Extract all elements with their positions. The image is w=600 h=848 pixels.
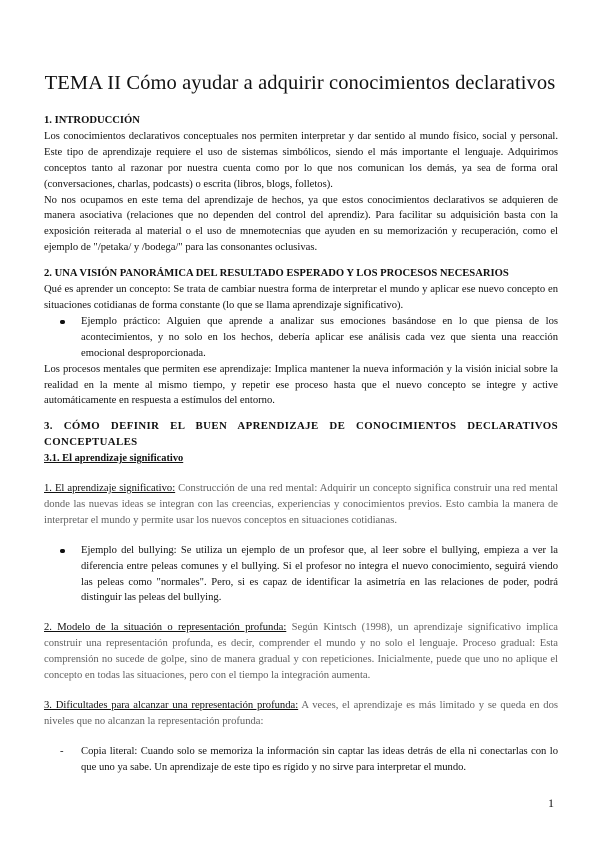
- section-1-heading: 1. INTRODUCCIÓN: [44, 115, 140, 126]
- document-body: [44, 113, 558, 776]
- section-1-paragraph-1: Los conocimientos declarativos conceptuales nos permiten interpretar y dar sentido al mundo físico, social y personal. Este tipo de aprendizaje requiere el uso de sistemas simbólicos, siendo el más importante el lenguaje. Adquirimos conceptos tanto al razonar por nuestra cuenta como por lo que nos comunican los demás, ya sea de forma oral (conversaciones, charlas, podcasts) o escrita (libros, blogs, folletos).: [44, 130, 558, 190]
- item-1-bullet-list: [44, 543, 558, 607]
- item-2-label: 2. Modelo de la situación o representación profunda:: [44, 622, 287, 634]
- section-2-bullet-list: [44, 314, 558, 362]
- section-3-1-subheading: 3.1. El aprendizaje significativo: [44, 453, 184, 465]
- dash-bullet-icon: -: [60, 745, 64, 757]
- list-item: [44, 744, 558, 776]
- item-2-text: Según Kintsch (1998), un aprendizaje significativo implica construir una representación profunda, es decir, comprender el mundo y no solo el lenguaje. Proceso gradual: Esta comprensión no sucede de golpe, sino de manera gradual y con repeticiones. Inicialmente, puede que uno no aplique el concepto en todas las situaciones, pero con el tiempo la integración aumenta.: [44, 622, 558, 682]
- dash-item-text: Copia literal: Cuando solo se memoriza la información sin captar las ideas detrás de ella ni conectarlas con lo que uno ya sabe. Un aprendizaje de este tipo es rígido y no sirve para interpretar el mundo.: [81, 745, 558, 773]
- item-3-paragraph: [44, 698, 558, 730]
- item-1-paragraph: [44, 481, 558, 529]
- item-3-dash-list: [44, 744, 558, 776]
- item-1-label: 1. El aprendizaje significativo:: [44, 483, 176, 495]
- list-item: [44, 543, 558, 607]
- bullet-icon: [60, 549, 65, 554]
- bullet-text: Ejemplo práctico: Alguien que aprende a analizar sus emociones basándose en lo que piensa de los acontecimientos, y no solo en los hechos, debería aplicar ese análisis cada vez que sienta una reacción emocional desproporcionada.: [81, 315, 558, 359]
- list-item: [44, 314, 558, 362]
- item-3-text: A veces, el aprendizaje es más limitado y se queda en dos niveles que no alcanzan la representación profunda:: [44, 700, 558, 727]
- document-title: TEMA II Cómo ayudar a adquirir conocimientos declarativos: [44, 72, 556, 94]
- section-1-paragraph-2: No nos ocupamos en este tema del aprendizaje de hechos, ya que estos conocimientos declarativos se adquieren de manera asociativa (relaciones que no dependen del control del aprendiz). Para facilitar su adquisición basta con la exposición reiterada al material o el uso de mnemotecnias que ayuden en su memorización y recuperación, como el ejemplo de "/petaka/ y /bodega/" para las consonantes oclusivas.: [44, 194, 558, 254]
- item-2-paragraph: [44, 620, 558, 684]
- bullet-text: Ejemplo del bullying: Se utiliza un ejemplo de un profesor que, al leer sobre el bullying, empieza a ver la diferencia entre peleas comunes y el bullying. Si el profesor no integra el nuevo conocimiento, seguirá viendo las peleas como "normales". Pero, si es capaz de identificar la asimetría en las relaciones de poder, podrá distinguir las peleas del bullying.: [81, 544, 558, 604]
- item-3-label: 3. Dificultades para alcanzar una representación profunda:: [44, 700, 299, 711]
- section-2-paragraph-2: Los procesos mentales que permiten ese aprendizaje: Implica mantener la nueva información y la visión inicial sobre la realidad en la mente al mismo tiempo, y repetir ese proceso hasta que el nuevo concepto se integre y active automáticamente en respuesta a estímulos del entorno.: [44, 363, 558, 407]
- bullet-icon: [60, 320, 65, 325]
- item-1-text: Construcción de una red mental: Adquirir un concepto significa construir una red mental donde las nuevas ideas se integran con las creencias, experiencias y conocimientos previos. Esto cambia la manera de interpretar el mundo y permite usar los nuevos conceptos en situaciones cotidianas.: [44, 483, 558, 526]
- section-2-heading: 2. UNA VISIÓN PANORÁMICA DEL RESULTADO ESPERADO Y LOS PROCESOS NECESARIOS: [44, 268, 509, 280]
- section-3-heading: 3. CÓMO DEFINIR EL BUEN APRENDIZAJE DE CONOCIMIENTOS DECLARATIVOS CONCEPTUALES: [44, 420, 558, 449]
- section-2-paragraph-1: Qué es aprender un concepto: Se trata de cambiar nuestra forma de interpretar el mundo y aplicar ese nuevo concepto en situaciones cotidianas de forma constante (lo que se llama aprendizaje significativo).: [44, 284, 558, 311]
- page-number: 1: [548, 796, 554, 810]
